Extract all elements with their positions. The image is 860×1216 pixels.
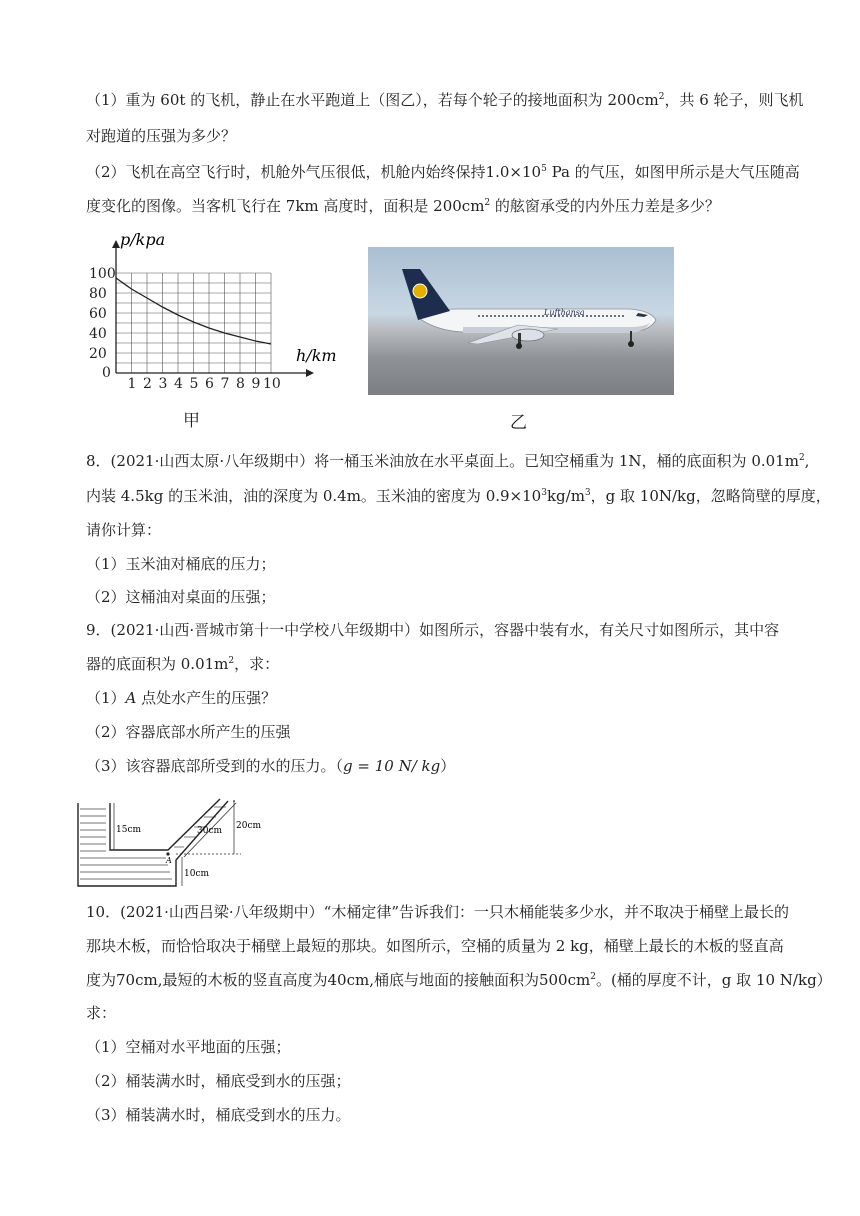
airplane-photo [368, 247, 674, 395]
y-tick-label: 100 [89, 266, 116, 282]
q8-line2: 内装 4.5kg 的玉米油，油的深度为 0.4m。玉米油的密度为 $0.9\times 10^3kg/m^3$，g 取 10N/kg，忽略筒壁的厚度， [86, 487, 831, 505]
chart-grid [116, 273, 271, 373]
x-tick-label: 2 [143, 376, 152, 392]
chart-x-axis-label: h/km [296, 346, 337, 365]
q10-line4: 求： [86, 1004, 117, 1022]
q9-line2: 器的底面积为 $0.01m^2$，求： [86, 655, 280, 673]
x-tick-label: 4 [174, 376, 183, 392]
q8-sub1: （1）玉米油对桶底的压力； [86, 555, 276, 573]
q7-part2-line2: 度变化的图像。当客机飞行在 7km 高度时，面积是 $200cm^2$ 的舷窗承受的内外压力差是多少？ [86, 197, 720, 215]
label-10cm: 10cm [184, 869, 210, 879]
x-tick-label: 7 [220, 376, 230, 392]
y-tick-label: 80 [89, 286, 107, 302]
q8-sub2: （2）这桶油对桌面的压强； [86, 588, 276, 606]
chart-axes [112, 240, 314, 377]
origin-label: 0 [102, 365, 111, 381]
q10-sub2: （2）桶装满水时，桶底受到水的压强； [86, 1072, 351, 1090]
figure-caption-yi: 乙 [510, 413, 527, 433]
x-tick-label: 3 [158, 376, 168, 392]
q10-sub1: （1）空桶对水平地面的压强； [86, 1038, 291, 1056]
q10-line3: 度为70cm,最短的木板的竖直高度为40cm,桶底与地面的接触面积为$500cm^2$。(桶的厚度不计，g 取 10 N/kg） [86, 971, 832, 989]
q10-line1: 10．(2021·山西吕梁·八年级期中）“木桶定律”告诉我们：一只木桶能装多少水，并不取决于桶壁上最长的 [86, 903, 789, 921]
q8-line1: 8．(2021·山西太原·八年级期中）将一桶玉米油放在水平桌面上。已知空桶重为 1N，桶的底面积为 $0.01m^2$, [86, 452, 810, 470]
x-tick-label: 5 [189, 376, 199, 392]
q9-sub2: （2）容器底部水所产生的压强 [86, 723, 291, 741]
y-tick-label: 40 [89, 326, 107, 342]
y-axis-arrow [112, 240, 120, 248]
label-15cm: 15cm [116, 825, 142, 835]
q9-line1: 9．(2021·山西·晋城市第十一中学校八年级期中）如图所示，容器中装有水，有关尺寸如图所示，其中容 [86, 621, 780, 639]
q8-line3: 请你计算： [86, 521, 162, 539]
q7-part1-line1: （1）重为 60t 的飞机，静止在水平跑道上（图乙），若每个轮子的接地面积为 $200cm^2$，共 6 轮子，则飞机 [86, 91, 804, 109]
x-tick-label: 8 [236, 376, 245, 392]
label-point-a: A [166, 856, 172, 865]
water-container-diagram [76, 797, 276, 889]
figure-caption-jia: 甲 [183, 411, 200, 431]
q7-part1-line2: 对跑道的压强为多少？ [86, 127, 237, 145]
x-axis-arrow [306, 369, 314, 377]
pressure-altitude-chart [80, 228, 337, 396]
label-20cm: 20cm [236, 821, 262, 831]
y-tick-label: 60 [89, 306, 107, 322]
x-tick-label: 1 [127, 376, 137, 392]
q9-sub1: （1）A 点处水产生的压强？ [86, 689, 277, 707]
airplane-icon [368, 247, 674, 395]
q10-sub3: （3）桶装满水时，桶底受到水的压力。 [86, 1106, 351, 1124]
q7-part2-line1: （2）飞机在高空飞行时，机舱外气压很低，机舱内始终保持$1.0\times 10^5$ Pa 的气压，如图甲所示是大气压随高 [86, 163, 800, 181]
x-tick-label: 9 [251, 376, 261, 392]
y-tick-label: 20 [89, 346, 107, 362]
q9-sub3: （3）该容器底部所受到的水的压力。（g = 10 N/ kg） [86, 757, 456, 775]
label-30cm: 30cm [197, 826, 223, 836]
plane-livery-text: Lufthansa [544, 308, 585, 317]
q10-line2: 那块木板，而恰恰取决于桶壁上最短的那块。如图所示，空桶的质量为 2 kg，桶壁上最长的木板的竖直高 [86, 937, 784, 955]
x-tick-label: 6 [205, 376, 214, 392]
chart-y-axis-label: p/kpa [120, 230, 166, 249]
x-tick-label: 10 [263, 376, 281, 392]
